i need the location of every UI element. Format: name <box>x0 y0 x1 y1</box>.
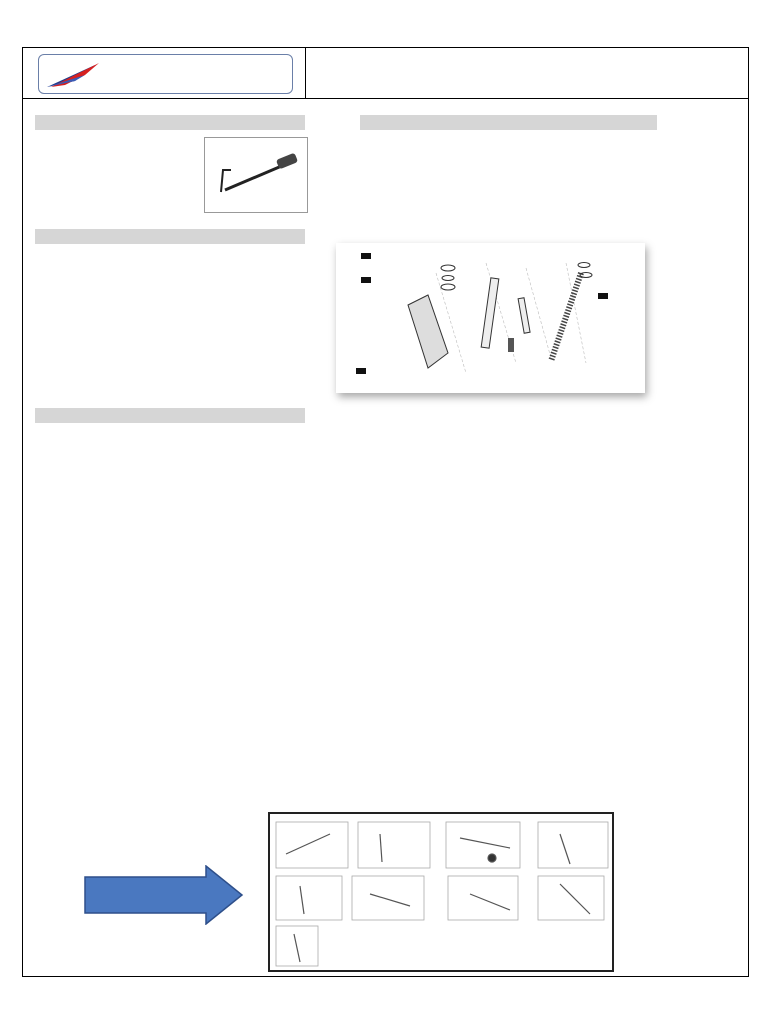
bahan-header <box>35 408 305 423</box>
fork-exploded-diagram <box>336 243 645 393</box>
measurement-tools-header <box>360 115 657 130</box>
astra-logo <box>38 54 293 94</box>
page-title <box>306 48 750 99</box>
illustration-panel <box>268 812 614 972</box>
logo-swoosh-icon <box>45 61 103 89</box>
general-tools-header <box>35 229 305 244</box>
header <box>23 48 748 99</box>
oil-seal-remover-image <box>204 137 308 213</box>
logo-cell <box>23 48 306 99</box>
ilustrasi-arrow <box>84 865 244 925</box>
special-tools-header <box>35 115 305 130</box>
